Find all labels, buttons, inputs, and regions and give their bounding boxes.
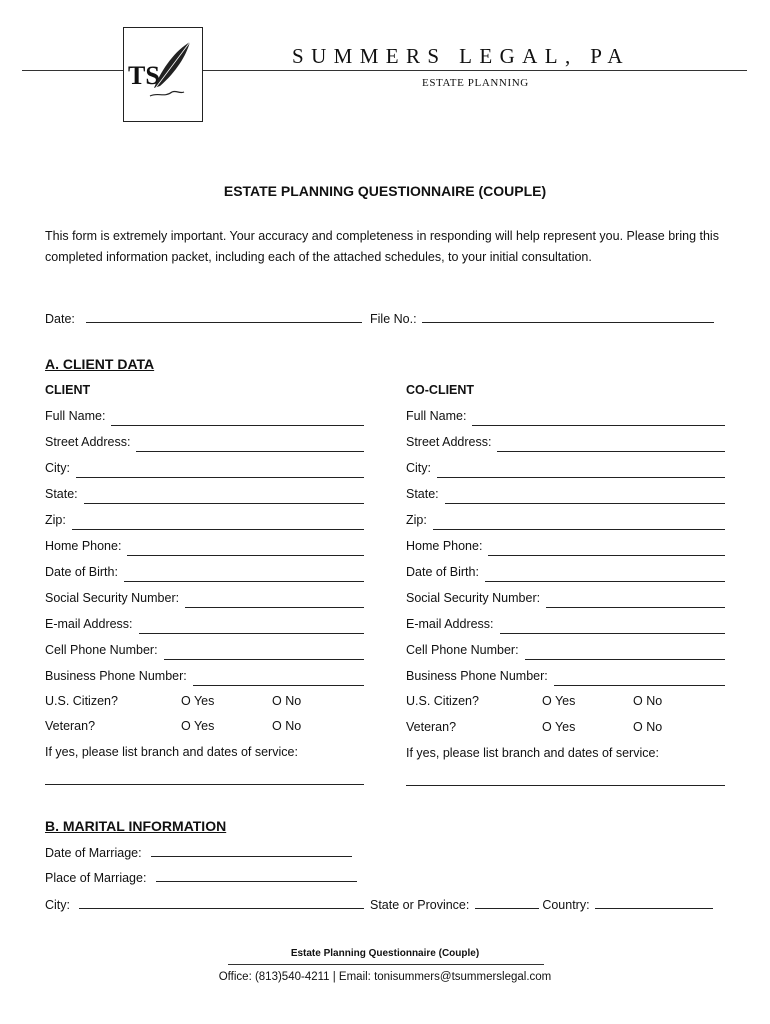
coclient-field-row — [406, 513, 725, 539]
header-rule-left — [22, 70, 123, 71]
client-field-input[interactable] — [164, 648, 364, 660]
client-field-row — [45, 435, 364, 461]
coclient-field-input[interactable] — [437, 466, 725, 478]
section-b-heading: B. MARITAL INFORMATION — [45, 818, 227, 834]
coclient-field-label: State: — [406, 487, 439, 501]
coclient-field-row — [406, 435, 725, 461]
client-citizen-label: U.S. Citizen? — [45, 694, 118, 708]
footer-rule — [228, 964, 544, 965]
client-field-label: Business Phone Number: — [45, 669, 187, 683]
client-field-input[interactable] — [136, 440, 364, 452]
coclient-fields — [406, 409, 725, 695]
client-field-row — [45, 487, 364, 513]
coclient-field-row — [406, 487, 725, 513]
coclient-field-label: Business Phone Number: — [406, 669, 548, 683]
file-row — [370, 311, 714, 326]
marriage-state-label: State or Province: — [370, 898, 470, 912]
coclient-field-row — [406, 591, 725, 617]
marriage-city-label: City: — [45, 898, 70, 912]
client-field-row — [45, 461, 364, 487]
marriage-place-row — [45, 870, 357, 885]
coclient-citizen-no[interactable]: O No — [633, 694, 663, 708]
marriage-date-row — [45, 845, 352, 860]
header-rule-right — [201, 70, 747, 71]
client-citizen-yes[interactable]: O Yes — [181, 694, 215, 708]
marriage-state-field[interactable] — [475, 897, 539, 909]
coclient-field-input[interactable] — [485, 570, 725, 582]
date-field[interactable] — [86, 311, 362, 323]
client-field-row — [45, 513, 364, 539]
marriage-date-label: Date of Marriage: — [45, 846, 142, 860]
coclient-field-label: Date of Birth: — [406, 565, 479, 579]
coclient-field-label: Full Name: — [406, 409, 467, 423]
coclient-field-input[interactable] — [525, 648, 725, 660]
client-field-label: State: — [45, 487, 78, 501]
client-field-row — [45, 643, 364, 669]
coclient-field-row — [406, 539, 725, 565]
client-field-label: Social Security Number: — [45, 591, 180, 605]
date-label: Date: — [45, 312, 75, 326]
client-field-input[interactable] — [185, 596, 364, 608]
client-field-row — [45, 591, 364, 617]
coclient-field-input[interactable] — [546, 596, 725, 608]
marriage-country-field[interactable] — [595, 897, 713, 909]
coclient-field-input[interactable] — [472, 414, 725, 426]
client-field-label: E-mail Address: — [45, 617, 133, 631]
client-fields — [45, 409, 364, 695]
client-field-label: Full Name: — [45, 409, 106, 423]
marriage-city-field[interactable] — [79, 897, 364, 909]
client-field-row — [45, 617, 364, 643]
logo-monogram: TS — [128, 61, 160, 90]
client-field-label: Zip: — [45, 513, 66, 527]
client-field-row — [45, 409, 364, 435]
coclient-field-input[interactable] — [433, 518, 725, 530]
firm-name: SUMMERS LEGAL, PA — [292, 44, 630, 68]
footer-contact: Office: (813)540-4211 | Email: tonisummers@tsummerslegal.com — [218, 971, 552, 983]
client-field-row — [45, 669, 364, 695]
coclient-field-input[interactable] — [497, 440, 725, 452]
coclient-heading: CO-CLIENT — [406, 383, 475, 397]
file-no-field[interactable] — [422, 311, 714, 323]
coclient-field-input[interactable] — [445, 492, 725, 504]
client-field-label: Street Address: — [45, 435, 131, 449]
client-field-label: Home Phone: — [45, 539, 122, 553]
client-veteran-yes[interactable]: O Yes — [181, 719, 215, 733]
marriage-state-row — [370, 897, 713, 912]
coclient-field-row — [406, 565, 725, 591]
intro-paragraph: This form is extremely important. Your accuracy and completeness in responding will help represent you. Please bring this completed information packet, including each of the attached schedules, to your initial consultation. — [45, 229, 719, 264]
marriage-city-row — [45, 897, 364, 912]
client-field-label: City: — [45, 461, 70, 475]
coclient-field-row — [406, 409, 725, 435]
file-label: File No.: — [370, 312, 417, 326]
client-service-field[interactable] — [45, 784, 364, 785]
coclient-field-label: Social Security Number: — [406, 591, 541, 605]
coclient-field-input[interactable] — [554, 674, 725, 686]
client-field-row — [45, 565, 364, 591]
client-field-input[interactable] — [111, 414, 364, 426]
client-field-input[interactable] — [124, 570, 364, 582]
date-row — [45, 311, 362, 326]
coclient-service-label: If yes, please list branch and dates of service: — [406, 746, 659, 760]
coclient-service-field[interactable] — [406, 785, 725, 786]
client-veteran-label: Veteran? — [45, 719, 96, 733]
coclient-field-label: Home Phone: — [406, 539, 483, 553]
marriage-place-field[interactable] — [156, 870, 357, 882]
client-field-input[interactable] — [76, 466, 364, 478]
coclient-field-row — [406, 617, 725, 643]
coclient-field-row — [406, 461, 725, 487]
coclient-field-label: City: — [406, 461, 431, 475]
logo — [123, 27, 203, 122]
client-field-input[interactable] — [127, 544, 364, 556]
coclient-citizen-label: U.S. Citizen? — [406, 694, 479, 708]
coclient-veteran-yes[interactable]: O Yes — [542, 720, 576, 734]
client-citizen-no[interactable]: O No — [272, 694, 302, 708]
client-field-input[interactable] — [72, 518, 364, 530]
coclient-veteran-label: Veteran? — [406, 720, 457, 734]
form-title: ESTATE PLANNING QUESTIONNAIRE (COUPLE) — [223, 183, 547, 199]
coclient-field-input[interactable] — [500, 622, 725, 634]
coclient-citizen-yes[interactable]: O Yes — [542, 694, 576, 708]
coclient-veteran-no[interactable]: O No — [633, 720, 663, 734]
client-veteran-no[interactable]: O No — [272, 719, 302, 733]
client-service-label: If yes, please list branch and dates of service: — [45, 745, 298, 759]
client-field-input[interactable] — [84, 492, 364, 504]
marriage-date-field[interactable] — [151, 845, 352, 857]
marriage-country-label: Country: — [542, 898, 590, 912]
section-a-heading: A. CLIENT DATA — [45, 356, 155, 372]
quill-icon — [124, 28, 202, 121]
client-field-label: Cell Phone Number: — [45, 643, 158, 657]
firm-subtitle: ESTATE PLANNING — [422, 77, 529, 89]
client-field-row — [45, 539, 364, 565]
coclient-field-label: Street Address: — [406, 435, 492, 449]
coclient-field-row — [406, 643, 725, 669]
client-field-label: Date of Birth: — [45, 565, 118, 579]
footer-title: Estate Planning Questionnaire (Couple) — [290, 948, 480, 959]
client-heading: CLIENT — [45, 383, 91, 397]
coclient-field-label: Zip: — [406, 513, 427, 527]
coclient-field-label: Cell Phone Number: — [406, 643, 519, 657]
coclient-field-row — [406, 669, 725, 695]
client-field-input[interactable] — [139, 622, 364, 634]
client-field-input[interactable] — [193, 674, 364, 686]
marriage-place-label: Place of Marriage: — [45, 871, 147, 885]
coclient-field-input[interactable] — [488, 544, 725, 556]
coclient-field-label: E-mail Address: — [406, 617, 494, 631]
